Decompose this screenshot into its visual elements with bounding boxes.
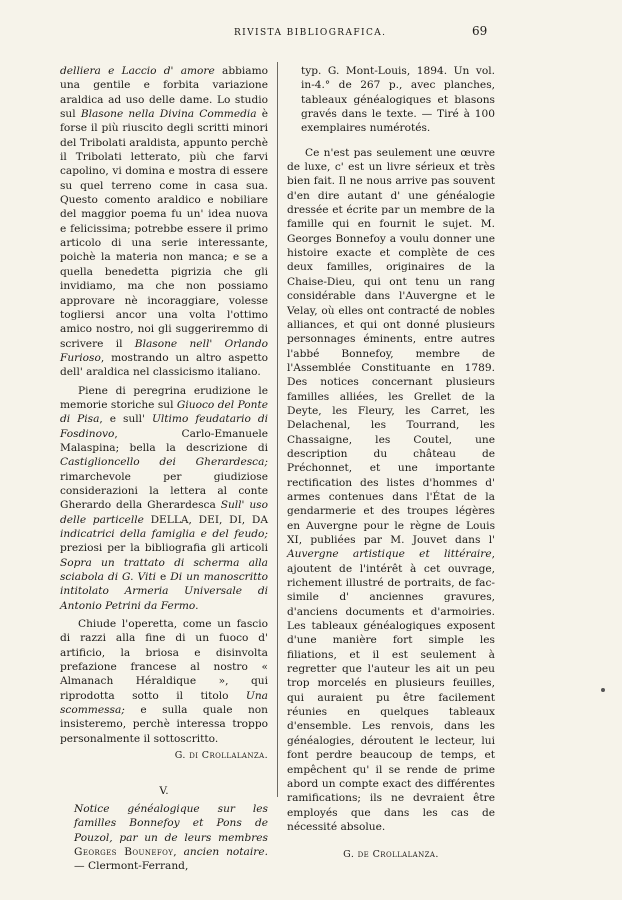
italic-run: Blasone nella Divina Commedia: [80, 108, 257, 121]
text-run: rimarchevole per giudiziose considerazioni la lettera al conte Gherardo della Gherardesca: [60, 470, 268, 512]
text-run: ,: [173, 845, 184, 858]
column-divider: [277, 62, 278, 797]
right-column: [287, 64, 495, 863]
bibliography-continuation: typ. G. Mont-Louis, 1894. Un vol. in-4.° de 267 p., avec planches, tableaux généalogiques et blasons gravés dans le texte. — Tiré à 100 exemplaires numérotés.: [301, 65, 495, 135]
page-number: 69: [472, 24, 488, 38]
text-run: — Clermont-Ferrand,: [74, 860, 189, 873]
italic-run: Giuoco del Ponte di Pisa: [60, 398, 268, 426]
italic-run: Di un manoscritto intitolato Armeria Universale di Antonio Petrini da Fermo.: [60, 571, 268, 612]
running-title: RIVISTA BIBLIOGRAFICA.: [234, 28, 387, 38]
text-run: , ajoutent de l'intérêt à cet ouvrage, richement illustré de portraits, de fac-simile d' anciennes gravures, d'anciens documents et d'armoiries. Les tableaux généalogiques exposent d'une manière fort simple les filiations, et il est seulement à regretter que l'auteur les ait un peu trop morcelés en plusieurs feuilles, qui auraient pu être facilement réunies en quelques tableaux d'ensemble. Les renvois, dans les généalogies, déroutent le lecteur, lui font perdre beaucoup de temps, et empêchent qu' il se rende de prime abord un compte exact des différentes ramifications; ils ne devraient être employés que dans les cas de nécessité absolue.: [287, 548, 495, 833]
text-run: è forse il più riuscito degli scritti minori del Tribolati araldista, appunto perchè il Tribolati letterato, più che farvi capolino, vi domina e mostra di essere su quel terreno come in casa sua. Questo comento araldico e nobiliare del maggior poema fu un' idea nuova e felicissima; potrebbe essere il primo articolo di una serie interessante, poichè la materia non manca; e se a quella benedetta pigrizia che gli invidiamo, ma che non possiamo approvare nè incoraggiare, volesse togliersi ancor una volta l'ottimo amico nostro, noi gli suggeriremmo di scrivere il: [60, 108, 269, 350]
text-run: abbiamo una gentile e forbita variazione araldica ad uso delle dame. Lo studio sul: [60, 65, 269, 121]
section-number: V.: [159, 784, 169, 797]
italic-run: Notice généalogique sur les familles Bonnefoy et Pons de Pouzol, par un de leurs membres: [74, 802, 268, 844]
italic-run: delliera e Laccio d' amore: [60, 65, 215, 77]
text-run: e sulla quale non insisteremo, perchè interessa troppo personalmente il sottoscritto.: [60, 704, 268, 745]
text-run: Chiude l'operetta, come un fascio di razzi alla fine di un fuoco d' artificio, la briosa e disinvolta prefazione francese al nostro « Almanach Héraldique », qui riprodotta sotto il titolo: [60, 618, 268, 702]
page-header: [0, 24, 622, 44]
italic-run: Sull' uso delle particelle: [60, 499, 268, 526]
text-run: Piene di peregrina erudizione le memorie storiche sul: [60, 384, 268, 411]
right-paragraph-1: [287, 146, 495, 835]
text-run: Ce n'est pas seulement une œuvre de luxe, c' est un livre sérieux et très bien fait. Il ne nous arrive pas souvent d'en dire autant d' une généalogie dressée et écrite par un membre de la famille qui en fournit le sujet. M. Georges Bonnefoy a voulu donner une histoire exacte et complète de ces deux familles, originaires de la Chaise-Dieu, qui ont tenu un rang considérable dans l'Auvergne et le Velay, où elles ont contracté de nobles alliances, et qui ont donné plusieurs personnages éminents, entre autres l'abbé Bonnefoy, membre de l'Assemblée Constituante en 1789. Des notices concernant plusieurs familles alliées, les Grellet de la Deyte, les Fleury, les Carret, les Delachenal, les Tourrand, les Chassaigne, les Coutel, une description du château de Préchonnet, et une importante rectification des listes d'hommes d' armes contenues dans l'État de la gendarmerie et des troupes légères en Auvergne pour le règne de Louis XI, publiées par M. Jouvet dans l': [287, 146, 495, 546]
bibliography-entry: [60, 802, 268, 874]
italic-run: Ultimo feudatario di Fosdinovo: [60, 413, 268, 440]
italic-run: ancien notaire.: [183, 845, 268, 858]
italic-run: Auvergne artistique et littéraire: [287, 548, 492, 561]
italic-run: Blasone nell' Orlando Furioso: [60, 337, 268, 364]
text-run: , e sull': [99, 413, 152, 426]
left-paragraph-3: [60, 617, 268, 746]
review-signature-left: G. di Crollalanza.: [174, 750, 268, 762]
left-paragraph-1: [60, 64, 268, 380]
text-run: preziosi per la bibliografia gli articoli: [60, 542, 268, 555]
text-run: , Carlo-Emanuele Malaspina; bella la descrizione di: [60, 427, 268, 454]
text-run: , mostrando un altro aspetto dell' araldica nel classicismo italiano.: [60, 351, 268, 379]
italic-run: Una scommessa;: [60, 689, 268, 717]
italic-run: Sopra un trattato di scherma alla sciabola di G. Viti: [60, 556, 268, 584]
ink-speck: [601, 688, 605, 692]
small-caps-run: Georges Bounefoy: [74, 845, 174, 858]
left-column: [60, 64, 268, 874]
text-run: e: [156, 571, 171, 584]
italic-run: Castiglioncello dei Gherardesca;: [60, 456, 268, 469]
review-signature-right: G. de Crollalanza.: [343, 849, 439, 861]
text-run: DELLA, DEI, DI, DA: [143, 513, 268, 526]
italic-run: indicatrici della famiglia e del feudo;: [60, 528, 268, 540]
left-paragraph-2: [60, 384, 268, 614]
